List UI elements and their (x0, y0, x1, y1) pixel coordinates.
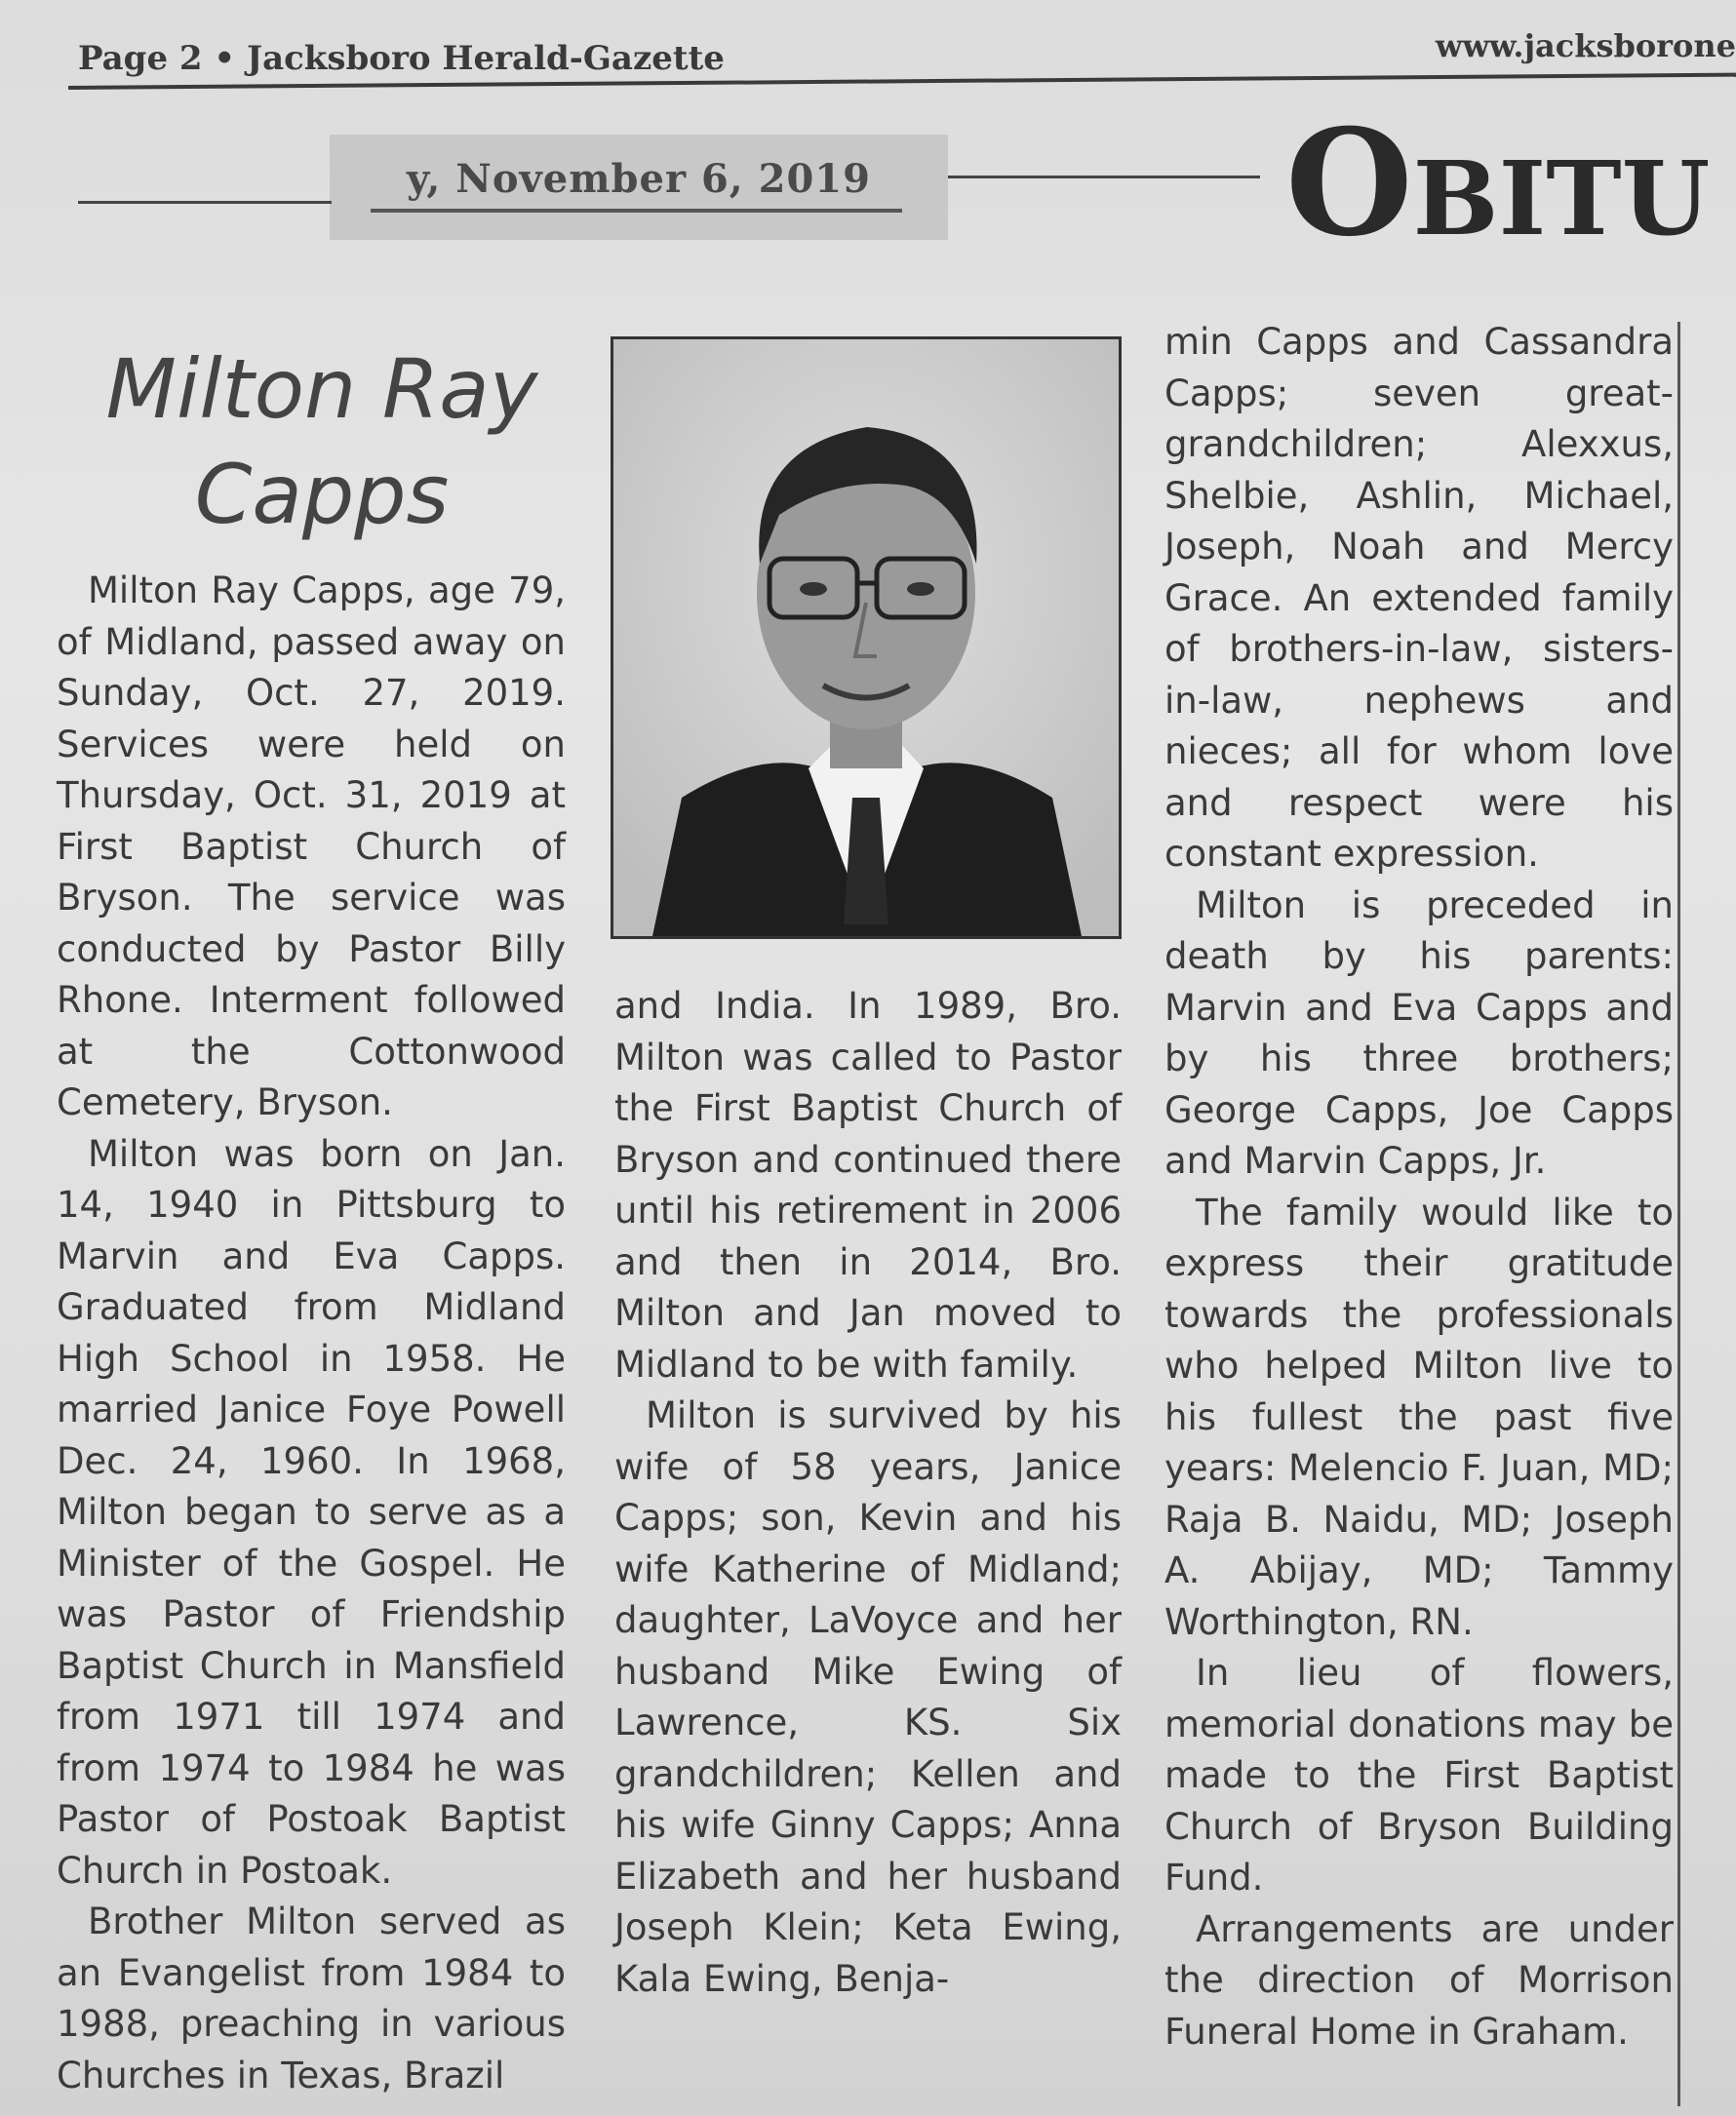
obituary-paragraph: and India. In 1989, Bro. Milton was called to Pastor the First Baptist Church of Bryson and continued there until his retirement in 2006 and then in 2014, Bro. Milton and Jan moved to Midland to be with family. (614, 985, 1122, 1386)
portrait-photo (611, 336, 1122, 939)
name-line-1: Milton Ray (105, 341, 538, 437)
website-url: www.jacksborone (1435, 27, 1736, 64)
deceased-name (68, 336, 575, 547)
date-underline (371, 209, 902, 213)
obituary-paragraph: Milton is preceded in death by his parents: Marvin and Eva Capps and by his three brothers; George Capps, Joe Capps and Marvin Capps, Jr. (1164, 883, 1674, 1182)
obituary-paragraph: Milton is survived by his wife of 58 years, Janice Capps; son, Kevin and his wife Katherine of Midland; daughter, LaVoyce and her husband Mike Ewing of Lawrence, KS. Six grandchildren; Kellen and his wife Ginny Capps; Anna Elizabeth and her husband Joseph Klein; Keta Ewing, Kala Ewing, Benja- (614, 1394, 1122, 2000)
obituary-column-3 (1164, 317, 1674, 2057)
date-rule-left (78, 201, 332, 204)
obituary-paragraph: Arrangements are under the direction of Morrison Funeral Home in Graham. (1164, 1907, 1674, 2053)
obituary-paragraph: min Capps and Cassandra Capps; seven great-grandchildren; Alexxus, Shelbie, Ashlin, Michael, Joseph, Noah and Mercy Grace. An extended family of brothers-in-law, sisters-in-law, nephews and nieces; all for whom love and respect were his constant expression. (1164, 321, 1674, 875)
section-title (1285, 98, 1710, 269)
edition-date: y, November 6, 2019 (407, 156, 871, 202)
obituary-paragraph: Brother Milton served as an Evangelist from 1984 to 1988, preaching in various Churches in Texas, Brazil (57, 1900, 566, 2096)
obituary-column-2 (614, 981, 1122, 2005)
date-rule-right (948, 176, 1260, 178)
obituary-paragraph: In lieu of flowers, memorial donations may be made to the First Baptist Church of Bryson Building Fund. (1164, 1652, 1674, 1899)
obituary-paragraph: Milton Ray Capps, age 79, of Midland, passed away on Sunday, Oct. 27, 2019. Services were held on Thursday, Oct. 31, 2019 at First Baptist Church of Bryson. The service was conducted by Pastor Billy Rhone. Interment followed at the Cottonwood Cemetery, Bryson. (57, 569, 566, 1123)
section-title-rest: BITU (1412, 138, 1711, 258)
name-line-2: Capps (194, 447, 450, 542)
page-number-and-paper: Page 2 • Jacksboro Herald-Gazette (78, 39, 725, 78)
obituary-column-1 (57, 566, 566, 2101)
portrait-photo-icon (613, 339, 1119, 936)
column-rule-right (1677, 322, 1680, 2106)
page-header (59, 18, 1736, 78)
obituary-paragraph: The family would like to express their gratitude towards the professionals who helped Milton live to his fullest the past five years: Melencio F. Juan, MD; Raja B. Naidu, MD; Joseph A. Abijay, MD; Tammy Worthington, RN. (1164, 1191, 1674, 1643)
section-title-initial: O (1285, 98, 1413, 269)
obituary-paragraph: Milton was born on Jan. 14, 1940 in Pittsburg to Marvin and Eva Capps. Graduated from Midland High School in 1958. He married Janice Foye Powell Dec. 24, 1960. In 1968, Milton began to serve as a Minister of the Gospel. He was Pastor of Friendship Baptist Church in Mansfield from 1971 till 1974 and from 1974 to 1984 he was Pastor of Postoak Baptist Church in Postoak. (57, 1132, 566, 1892)
